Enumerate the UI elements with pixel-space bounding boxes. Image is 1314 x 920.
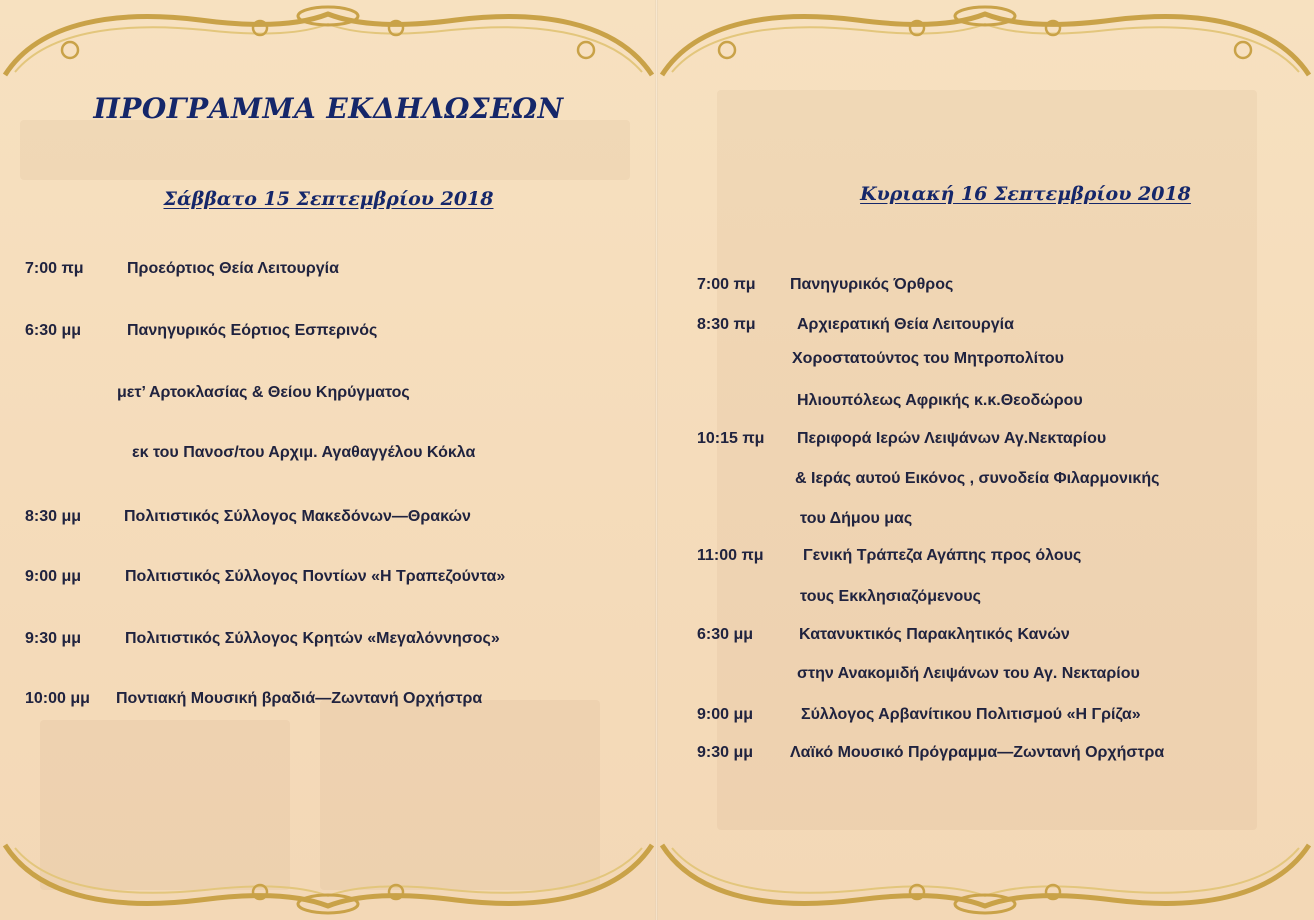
event-continuation: Χοροστατούντος του Μητροπολίτου <box>792 350 1064 367</box>
event-title: Πολιτιστικός Σύλλογος Μακεδόνων—Θρακών <box>124 508 471 525</box>
bleed-through-block <box>20 120 630 180</box>
event-time: 9:00 μμ <box>697 706 754 723</box>
page-title: ΠΡΟΓΡΑΜΜΑ ΕΚΔΗΛΩΣΕΩΝ <box>93 92 564 125</box>
top-ornament <box>657 0 1314 90</box>
event-time: 9:30 μμ <box>25 630 82 647</box>
event-title: Κατανυκτικός Παρακλητικός Κανών <box>799 626 1070 643</box>
event-title: Πανηγυρικός Εόρτιος Εσπερινός <box>127 322 378 339</box>
event-title: Λαϊκό Μουσικό Πρόγραμμα—Ζωντανή Ορχήστρα <box>790 744 1165 761</box>
event-time: 10:15 πμ <box>697 430 765 447</box>
event-continuation: εκ του Πανοσ/του Αρχιμ. Αγαθαγγέλου Κόκλα <box>132 444 476 461</box>
bottom-ornament <box>0 830 657 920</box>
event-continuation: μετ’ Αρτοκλασίας & Θείου Κηρύγματος <box>117 384 410 401</box>
event-continuation: του Δήμου μας <box>800 510 913 527</box>
event-title: Σύλλογος Αρβανίτικου Πολιτισμού «Η Γρίζα» <box>801 706 1141 723</box>
event-continuation: & Ιεράς αυτού Εικόνος , συνοδεία Φιλαρμονικής <box>795 470 1160 487</box>
event-title: Πολιτιστικός Σύλλογος Ποντίων «Η Τραπεζούντα» <box>125 568 506 585</box>
event-time: 6:30 μμ <box>697 626 754 643</box>
event-time: 7:00 πμ <box>25 260 84 277</box>
event-time: 9:00 μμ <box>25 568 82 585</box>
event-continuation: Ηλιουπόλεως Αφρικής κ.κ.Θεοδώρου <box>797 392 1083 409</box>
event-time: 11:00 πμ <box>697 547 764 564</box>
event-time: 7:00 πμ <box>697 276 756 293</box>
event-time: 9:30 μμ <box>697 744 754 761</box>
event-title: Αρχιερατική Θεία Λειτουργία <box>797 316 1014 333</box>
top-ornament <box>0 0 657 90</box>
event-title: Γενική Τράπεζα Αγάπης προς όλους <box>803 547 1082 564</box>
event-continuation: τους Εκκλησιαζόμενους <box>800 588 981 605</box>
right-panel <box>657 0 1314 920</box>
event-title: Περιφορά Ιερών Λειψάνων Αγ.Νεκταρίου <box>797 430 1107 447</box>
event-time: 8:30 πμ <box>697 316 756 333</box>
saturday-date-heading: Σάββατο 15 Σεπτεμβρίου 2018 <box>163 188 494 210</box>
event-title: Ποντιακή Μουσική βραδιά—Ζωντανή Ορχήστρα <box>116 690 483 707</box>
event-time: 10:00 μμ <box>25 690 90 707</box>
sunday-date-heading: Κυριακή 16 Σεπτεμβρίου 2018 <box>860 183 1191 205</box>
bottom-ornament <box>657 830 1314 920</box>
event-title: Πολιτιστικός Σύλλογος Κρητών «Μεγαλόννησος» <box>125 630 500 647</box>
event-title: Προεόρτιος Θεία Λειτουργία <box>127 260 339 277</box>
event-time: 8:30 μμ <box>25 508 82 525</box>
event-time: 6:30 μμ <box>25 322 82 339</box>
event-title: Πανηγυρικός Όρθρος <box>790 276 954 293</box>
event-continuation: στην Ανακομιδή Λειψάνων του Αγ. Νεκταρίου <box>797 665 1140 682</box>
